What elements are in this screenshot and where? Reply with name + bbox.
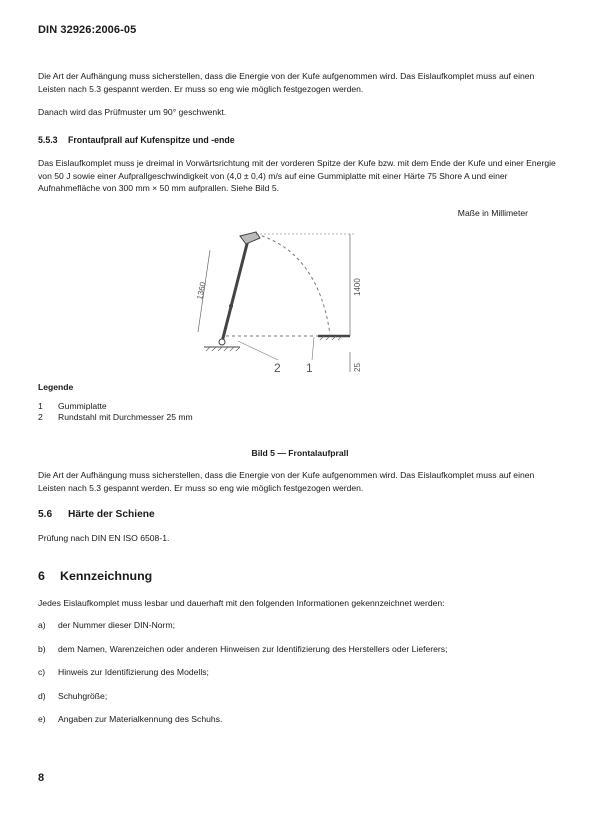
leader-line-2 [238,341,278,360]
arm-joint [230,305,233,308]
legend-text: Rundstahl mit Durchmesser 25 mm [58,412,193,422]
swing-arc [256,234,330,334]
paragraph-marking-intro: Jedes Eislaufkomplet muss lesbar und dauerhaft mit den folgenden Informationen gekennzeichnet werden: [38,598,445,608]
list-text: der Nummer dieser DIN-Norm; [58,620,175,630]
page-number: 8 [38,772,45,784]
list-item [38,691,107,701]
section-heading-5-6 [38,509,155,520]
section-title: Frontaufprall auf Kufenspitze und -ende [68,135,235,145]
ground-hatch [206,347,240,351]
paragraph-impact-test: Das Eislaufkomplet muss je dreimal in Vorwärtsrichtung mit der vorderen Spitze der Kufe bzw. mit dem Ende der Kufe und einer Energie von 50 J sowie einer Aufprallgeschwindigkeit von (4,0 ± 0,4) m/s auf eine Gummiplatte mit einer Härte 75 Shore A und einer Aufnahmefläche von 300 mm × 50 mm aufprallen. Siehe Bild 5. [38,158,556,193]
paragraph-rotation: Danach wird das Prüfmuster um 90° geschwenkt. [38,107,227,117]
document-header: DIN 32926:2006-05 [38,24,137,36]
pendulum-arm [222,240,248,342]
section-number: 5.5.3 [38,135,58,145]
paragraph-suspension: Die Art der Aufhängung muss sicherstellen, dass die Energie von der Kufe aufgenommen wird. Das Eislaufkomplet muss auf einen Leisten nach 5.3 gespannt werden. Er muss so eng wie möglich festgezogen werden. [38,71,535,94]
list-marker: a) [38,620,46,630]
dim-label-offset: 25 [353,363,362,372]
list-marker: e) [38,714,46,724]
list-item [38,667,209,677]
list-item [38,620,175,630]
list-marker: c) [38,667,46,677]
list-text: Schuhgröße; [58,691,108,701]
dim-label-pendulum: 1360 [195,281,208,301]
list-text: Hinweis zur Identifizierung des Modells; [58,667,209,677]
list-item [38,644,447,654]
paragraph-hardness-test: Prüfung nach DIN EN ISO 6508-1. [38,533,170,543]
legend-title: Legende [38,382,74,392]
callout-1: 1 [306,361,313,375]
legend-number: 2 [38,412,43,422]
paragraph-suspension-repeat: Die Art der Aufhängung muss sicherstellen, dass die Energie von der Kufe aufgenommen wird. Das Eislaufkomplet muss auf einen Leisten nach 5.3 gespannt werden. Er muss so eng wie möglich festgezogen werden. [38,470,535,493]
legend-item [38,412,193,422]
units-note: Maße in Millimeter [457,208,528,218]
section-heading-6 [38,569,152,583]
list-text: dem Namen, Warenzeichen oder anderen Hinweisen zur Identifizierung des Herstellers oder Lieferers; [58,644,448,654]
section-title: Härte der Schiene [68,509,155,520]
callout-2: 2 [274,361,281,375]
list-text: Angaben zur Materialkennung des Schuhs. [58,714,223,724]
section-heading-5-5-3 [38,135,235,145]
section-title: Kennzeichnung [60,569,153,583]
legend-number: 1 [38,401,43,411]
list-item [38,714,222,724]
leader-line-1 [312,337,314,360]
legend-item [38,401,107,411]
dim-label-height: 1400 [353,278,362,296]
section-number: 6 [38,569,45,583]
list-marker: b) [38,644,46,654]
figure-caption: Bild 5 — Frontalaufprall [251,448,349,458]
pivot [219,339,225,345]
figure-frontal-impact [190,222,380,377]
section-number: 5.6 [38,509,53,520]
legend-text: Gummiplatte [58,401,107,411]
list-marker: d) [38,691,46,701]
